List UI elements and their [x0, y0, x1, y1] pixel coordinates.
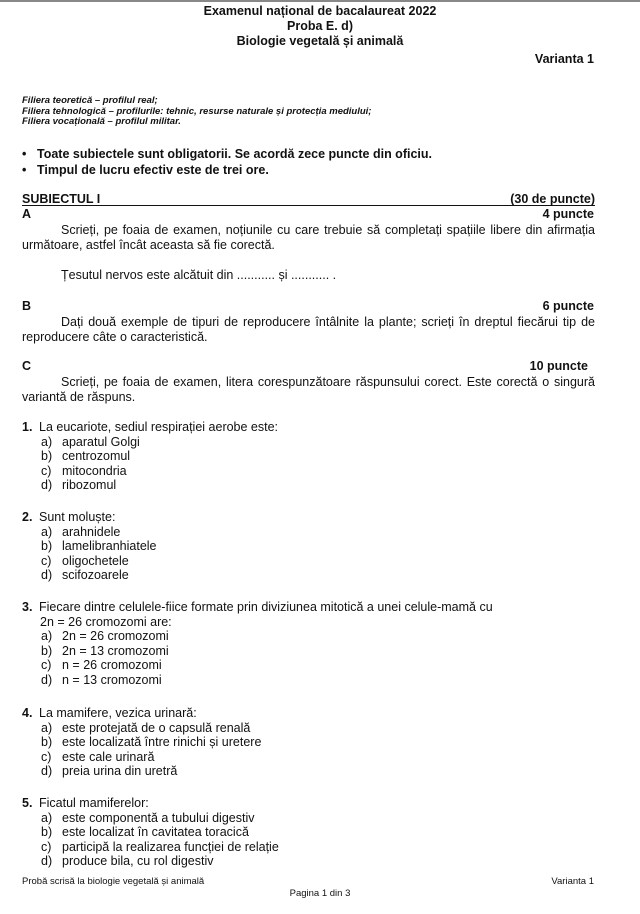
- bullet-icon: •: [22, 147, 27, 161]
- question-stem-continued: 2n = 26 cromozomi are:: [40, 614, 172, 629]
- exam-header: [0, 4, 640, 49]
- answer-option-b: b) centrozomul: [41, 449, 131, 463]
- answer-option-c: c) participă la realizarea funcției de relație: [41, 839, 279, 854]
- answer-option-d: d) n = 13 cromozomi: [41, 672, 162, 687]
- section-c-label: C: [22, 359, 32, 373]
- answer-option-a: a) este protejată de o capsulă renală: [41, 720, 251, 735]
- footer-variant: Varianta 1: [551, 876, 594, 887]
- footer-exam-name: Probă scrisă la biologie vegetală și animală: [22, 876, 205, 887]
- filiera-line: Filiera teoretică – profilul real;: [22, 95, 158, 106]
- section-b-label: B: [22, 299, 32, 313]
- question-stem: La eucariote, sediul respirației aerobe este:: [39, 420, 279, 434]
- page-number: Pagina 1 din 3: [289, 888, 351, 899]
- answer-option-c: c) mitocondria: [41, 463, 127, 478]
- top-rule: [0, 0, 640, 2]
- answer-option-c: c) oligochetele: [41, 553, 129, 568]
- answer-option-c: c) n = 26 cromozomi: [41, 658, 162, 672]
- answer-option-d: d) ribozomul: [41, 478, 117, 492]
- question-stem: Sunt moluște:: [39, 510, 116, 524]
- answer-option-b: b) 2n = 13 cromozomi: [41, 643, 169, 658]
- rule-item: • Toate subiectele sunt obligatorii. Se acordă zece puncte din oficiu.: [22, 147, 432, 161]
- question-2: 2. Sunt moluște: a) arahnidele b) lamelibranhiatele c) oligochetele d) scifozoarele: [22, 510, 157, 582]
- bullet-icon: •: [22, 163, 27, 177]
- question-stem: La mamifere, vezica urinară:: [39, 706, 197, 720]
- subject-heading: [22, 192, 595, 206]
- section-c-instructions: Scrieți, pe foaia de examen, litera corespunzătoare răspunsului corect. Este corectă o singură variantă de răspuns.: [22, 375, 595, 404]
- answer-option-b: b) este localizată între rinichi și uretere: [41, 735, 262, 749]
- question-3: 3. Fiecare dintre celulele-fiice formate prin diviziunea mitotică a unei celule-mamă cu 2n = 26 cromozomi are: a) 2n = 26 cromozomi b) 2n = 13 cromozomi c) n = 26 cromozomi d) n = 13 cromozomi: [22, 600, 493, 687]
- subject-underline: [22, 205, 595, 206]
- answer-option-a: a) 2n = 26 cromozomi: [41, 629, 169, 643]
- exam-rules: [22, 146, 432, 178]
- answer-option-d: d) produce bila, cu rol digestiv: [41, 854, 214, 868]
- answer-option-a: a) este componentă a tubului digestiv: [41, 810, 255, 825]
- answer-option-a: a) aparatul Golgi: [41, 434, 140, 449]
- section-b-points: 6 puncte: [542, 299, 594, 313]
- variant-label: Varianta 1: [534, 52, 594, 66]
- question-1: 1. La eucariote, sediul respirației aerobe este: a) aparatul Golgi b) centrozomul c) mitocondria d) ribozomul: [22, 420, 279, 492]
- filiera-line: Filiera tehnologică – profilurile: tehnic, resurse naturale și protecția mediului;: [22, 105, 372, 117]
- section-b-instructions: Dați două exemple de tipuri de reproducere întâlnite la plante; scrieți în dreptul fiecărui tip de reproducere câte o caracteristică.: [22, 315, 595, 344]
- section-a-points: 4 puncte: [542, 207, 594, 221]
- section-a-instructions: Scrieți, pe foaia de examen, noțiunile cu care trebuie să completați spațiile libere din afirmația următoare, astfel încât aceasta să fie corectă.: [22, 223, 595, 252]
- exam-subtitle: Proba E. d): [287, 19, 353, 33]
- question-5: 5. Ficatul mamiferelor: a) este componentă a tubului digestiv b) este localizat în cavitatea toracică c) participă la realizarea funcției de relație d) produce bila, cu rol digestiv: [22, 796, 279, 868]
- subject-points: (30 de puncte): [510, 192, 595, 206]
- answer-option-d: d) preia urina din uretră: [41, 764, 178, 778]
- exam-title: Examenul național de bacalaureat 2022: [203, 4, 437, 18]
- answer-option-d: d) scifozoarele: [41, 568, 129, 582]
- question-4: 4. La mamifere, vezica urinară: a) este protejată de o capsulă renală b) este localizată între rinichi și uretere c) este cale urinară d) preia urina din uretră: [22, 706, 262, 778]
- answer-option-c: c) este cale urinară: [41, 749, 155, 764]
- subject-title: SUBIECTUL I: [22, 192, 101, 206]
- section-a-sentence: Țesutul nervos este alcătuit din ........... și ........... .: [61, 268, 337, 282]
- rule-item: • Timpul de lucru efectiv este de trei ore.: [22, 163, 269, 177]
- answer-option-b: b) lamelibranhiatele: [41, 539, 157, 553]
- question-stem: Fiecare dintre celulele-fiice formate prin diviziunea mitotică a unei celule-mamă cu: [39, 600, 493, 614]
- answer-option-a: a) arahnidele: [41, 524, 121, 539]
- filiera-list: [22, 96, 371, 128]
- question-stem: Ficatul mamiferelor:: [39, 796, 149, 810]
- filiera-line: Filiera vocațională – profilul militar.: [22, 116, 181, 127]
- answer-option-b: b) este localizat în cavitatea toracică: [41, 825, 249, 839]
- exam-subject: Biologie vegetală și animală: [236, 34, 404, 48]
- section-c-points: 10 puncte: [529, 359, 588, 373]
- section-a-label: A: [22, 207, 32, 221]
